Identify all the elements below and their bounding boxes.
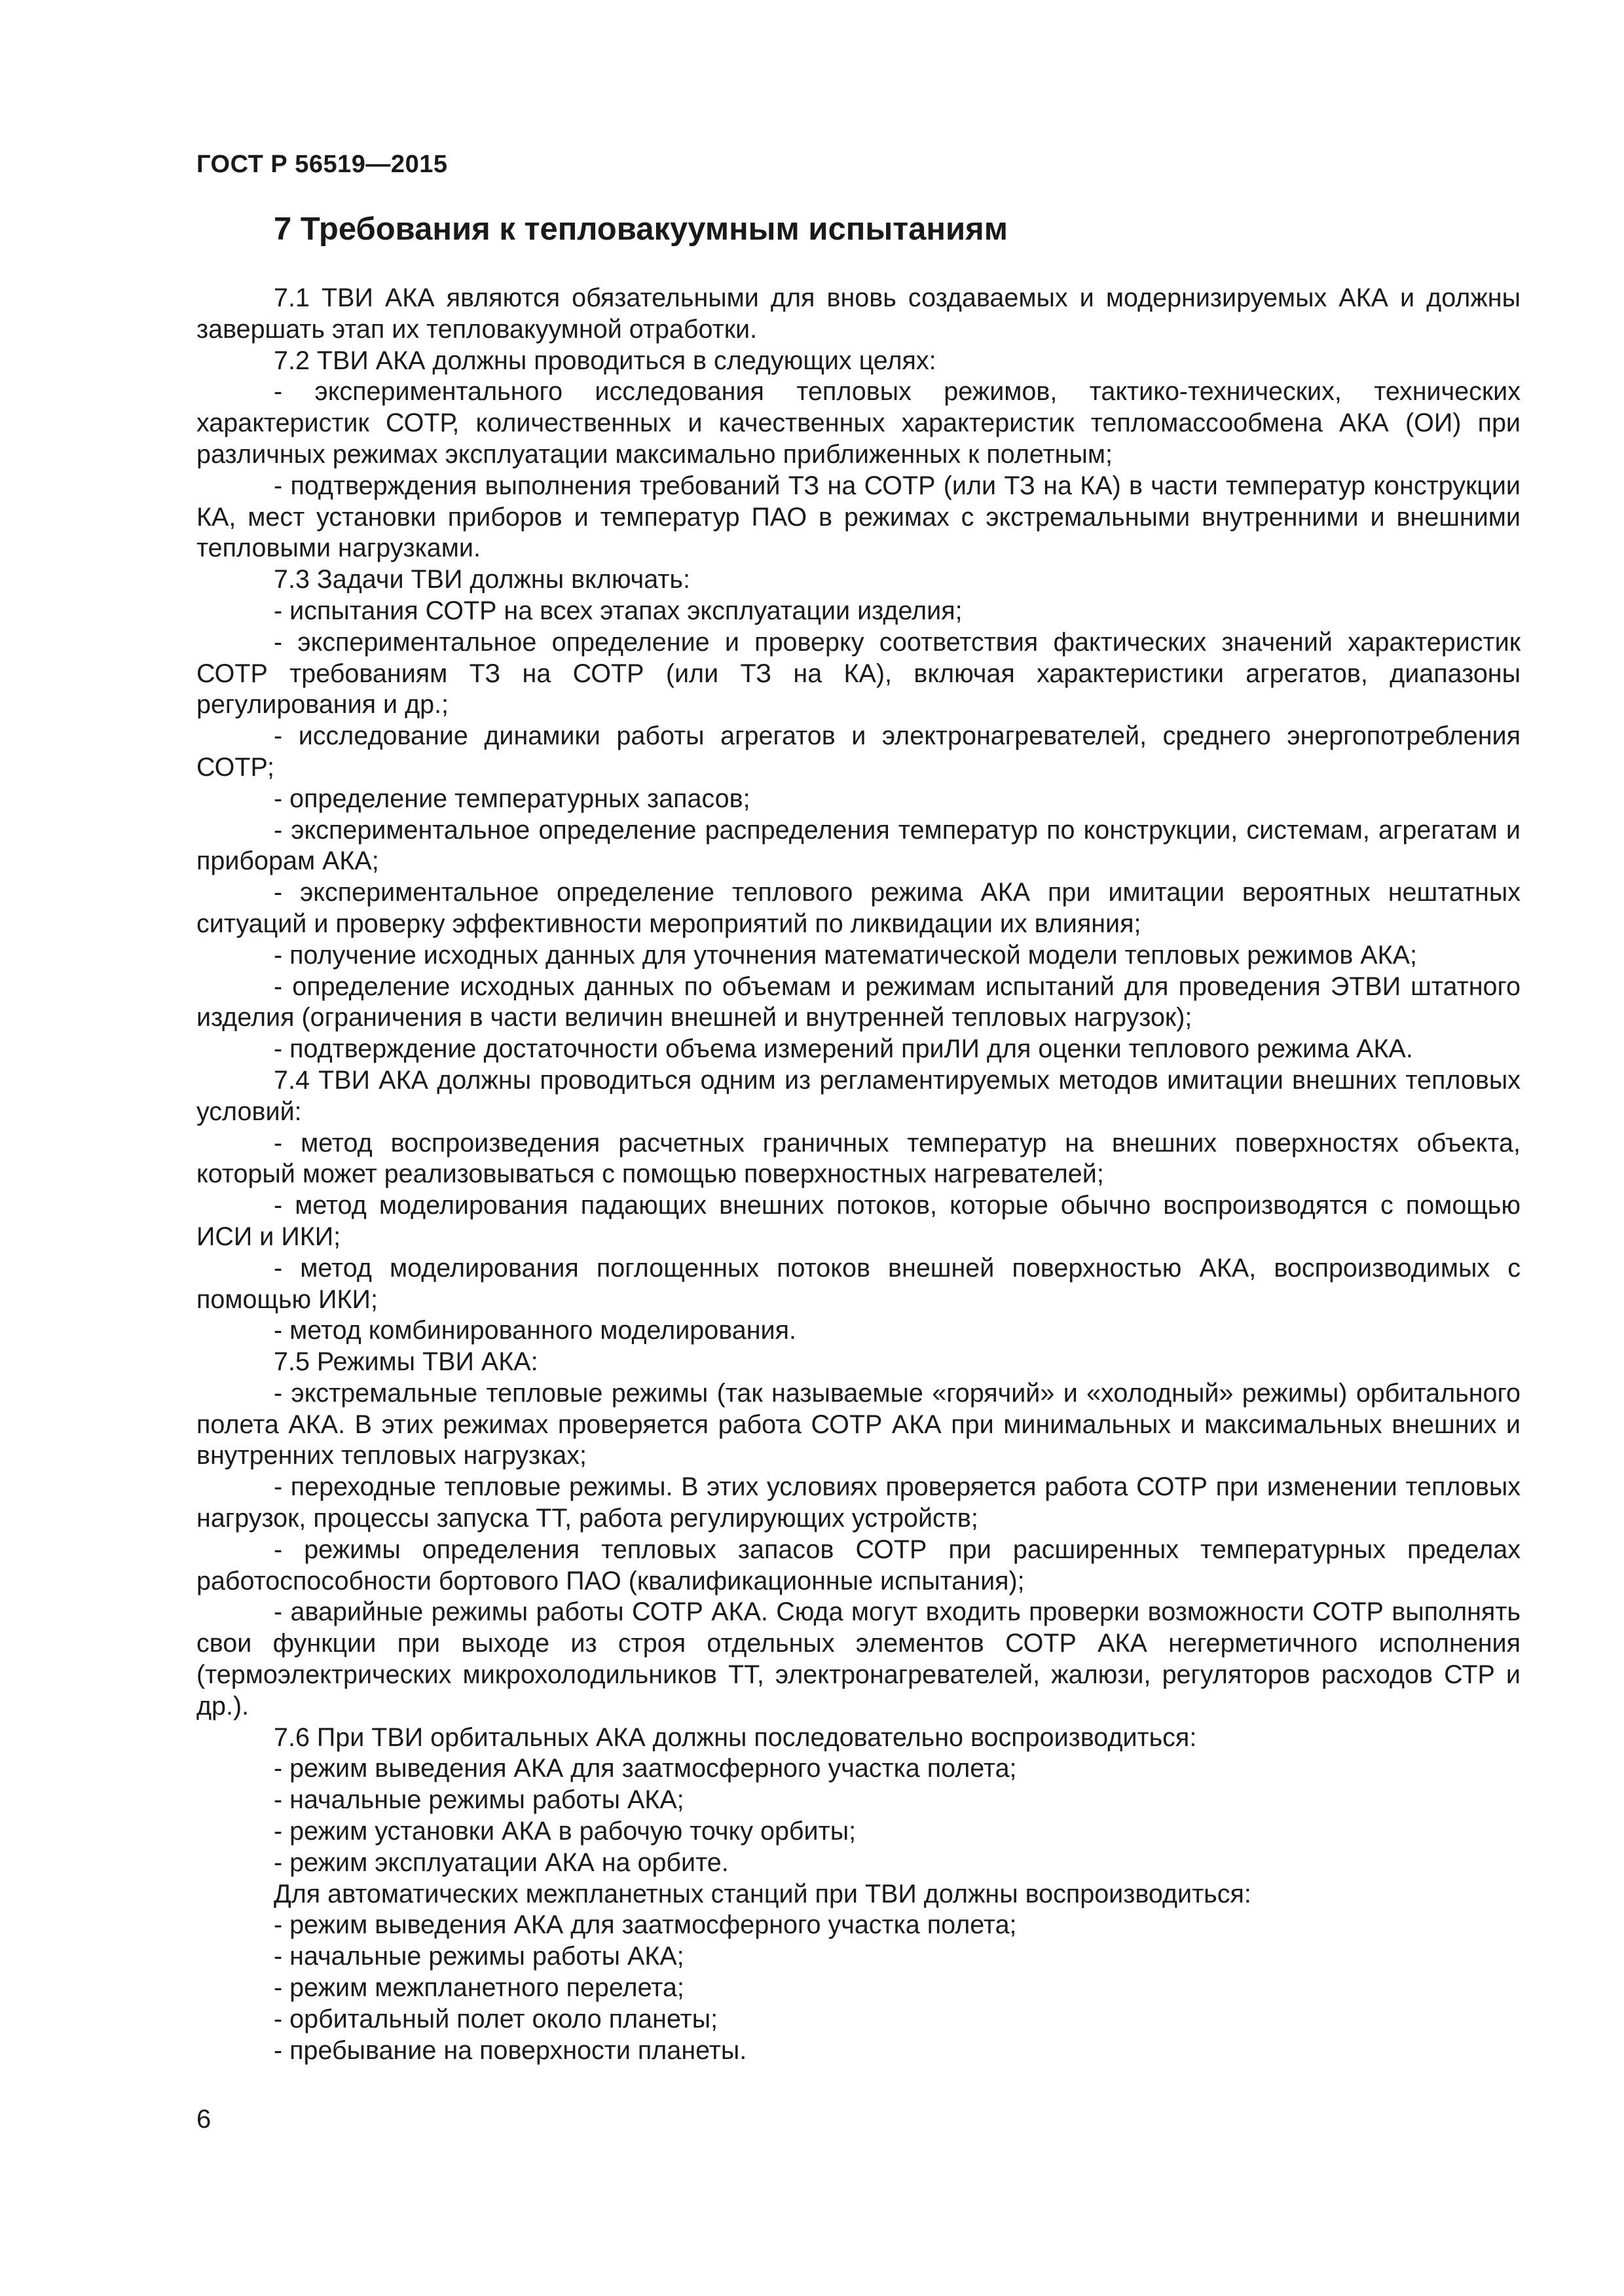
- paragraph: - экстремальные тепловые режимы (так называемые «горячий» и «холодный» режимы) орбитального полета АКА. В этих режимах проверяется работа СОТР АКА при минимальных и максимальных внешних и внутренних тепловых нагрузках;: [196, 1378, 1521, 1470]
- paragraph: 7.2 ТВИ АКА должны проводиться в следующих целях:: [274, 346, 936, 375]
- paragraph: - экспериментального исследования тепловых режимов, тактико-технических, технических характеристик СОТР, количественных и качественных характеристик тепломассообмена АКА (ОИ) при различных режимах эксплуатации максимально приближенных к полетным;: [196, 377, 1521, 469]
- section-body: [196, 283, 1521, 2066]
- paragraph: - режим установки АКА в рабочую точку орбиты;: [274, 1817, 857, 1846]
- paragraph: - начальные режимы работы АКА;: [274, 1942, 684, 1971]
- paragraph: - экспериментальное определение и проверку соответствия фактических значений характеристик СОТР требованиям ТЗ на СОТР (или ТЗ на КА), включая характеристики агрегатов, диапазоны регулирования и др.;: [196, 627, 1521, 720]
- paragraph: 7.5 Режимы ТВИ АКА:: [274, 1347, 538, 1377]
- paragraph: - режим эксплуатации АКА на орбите.: [274, 1848, 729, 1877]
- paragraph: - пребывание на поверхности планеты.: [274, 2035, 747, 2065]
- paragraph: - орбитальный полет около планеты;: [274, 2004, 718, 2033]
- paragraph: - получение исходных данных для уточнения математической модели тепловых режимов АКА;: [274, 940, 1417, 970]
- paragraph: - метод комбинированного моделирования.: [274, 1316, 796, 1345]
- paragraph: - экспериментальное определение теплового режима АКА при имитации вероятных нештатных ситуаций и проверку эффективности мероприятий по ликвидации их влияния;: [196, 878, 1521, 938]
- paragraph: - исследование динамики работы агрегатов и электронагревателей, среднего энергопотребления СОТР;: [196, 721, 1521, 782]
- document-header: ГОСТ Р 56519—2015: [196, 151, 448, 178]
- paragraph: - переходные тепловые режимы. В этих условиях проверяется работа СОТР при изменении тепловых нагрузок, процессы запуска ТТ, работа регулирующих устройств;: [196, 1472, 1521, 1533]
- paragraph: - режим выведения АКА для заатмосферного участка полета;: [274, 1754, 1017, 1783]
- section-title: 7 Требования к тепловакуумным испытаниям: [274, 211, 1008, 247]
- paragraph: Для автоматических межпланетных станций при ТВИ должны воспроизводиться:: [274, 1879, 1251, 1908]
- paragraph: - режим выведения АКА для заатмосферного участка полета;: [274, 1910, 1017, 1940]
- paragraph: 7.6 При ТВИ орбитальных АКА должны последовательно воспроизводиться:: [274, 1722, 1197, 1752]
- paragraph: 7.4 ТВИ АКА должны проводиться одним из регламентируемых методов имитации внешних тепловых условий:: [196, 1065, 1521, 1126]
- paragraph: - испытания СОТР на всех этапах эксплуатации изделия;: [274, 596, 963, 625]
- paragraph: - аварийные режимы работы СОТР АКА. Сюда могут входить проверки возможности СОТР выполнять свои функции при выходе из строя отдельных элементов СОТР АКА негерметичного исполнения (термоэлектрических микрохолодильников ТТ, электронагревателей, жалюзи, регуляторов расходов СТР и др.).: [196, 1597, 1521, 1721]
- paragraph: 7.3 Задачи ТВИ должны включать:: [274, 565, 690, 594]
- paragraph: - режим межпланетного перелета;: [274, 1973, 684, 2003]
- paragraph: - метод моделирования падающих внешних потоков, которые обычно воспроизводятся с помощью ИСИ и ИКИ;: [196, 1191, 1521, 1251]
- page-number: 6: [196, 2105, 212, 2134]
- paragraph: - режимы определения тепловых запасов СОТР при расширенных температурных пределах работоспособности бортового ПАО (квалификационные испытания);: [196, 1535, 1521, 1595]
- paragraph: - метод воспроизведения расчетных граничных температур на внешних поверхностях объекта, который может реализовываться с помощью поверхностных нагревателей;: [196, 1128, 1521, 1189]
- paragraph: - подтверждения выполнения требований ТЗ на СОТР (или ТЗ на КА) в части температур конструкции КА, мест установки приборов и температур ПАО в режимах с экстремальными внутренними и внешними тепловыми нагрузками.: [196, 471, 1521, 563]
- paragraph: 7.1 ТВИ АКА являются обязательными для вновь создаваемых и модернизируемых АКА и должны завершать этап их тепловакуумной отработки.: [196, 283, 1521, 344]
- paragraph: - метод моделирования поглощенных потоков внешней поверхностью АКА, воспроизводимых с помощью ИКИ;: [196, 1253, 1521, 1314]
- paragraph: - определение исходных данных по объемам и режимам испытаний для проведения ЭТВИ штатного изделия (ограничения в части величин внешней и внутренней тепловых нагрузок);: [196, 972, 1521, 1032]
- paragraph: - экспериментальное определение распределения температур по конструкции, системам, агрегатам и приборам АКА;: [196, 815, 1521, 876]
- paragraph: - определение температурных запасов;: [274, 784, 750, 813]
- paragraph: - начальные режимы работы АКА;: [274, 1785, 684, 1815]
- paragraph: - подтверждение достаточности объема измерений приЛИ для оценки теплового режима АКА.: [274, 1034, 1413, 1064]
